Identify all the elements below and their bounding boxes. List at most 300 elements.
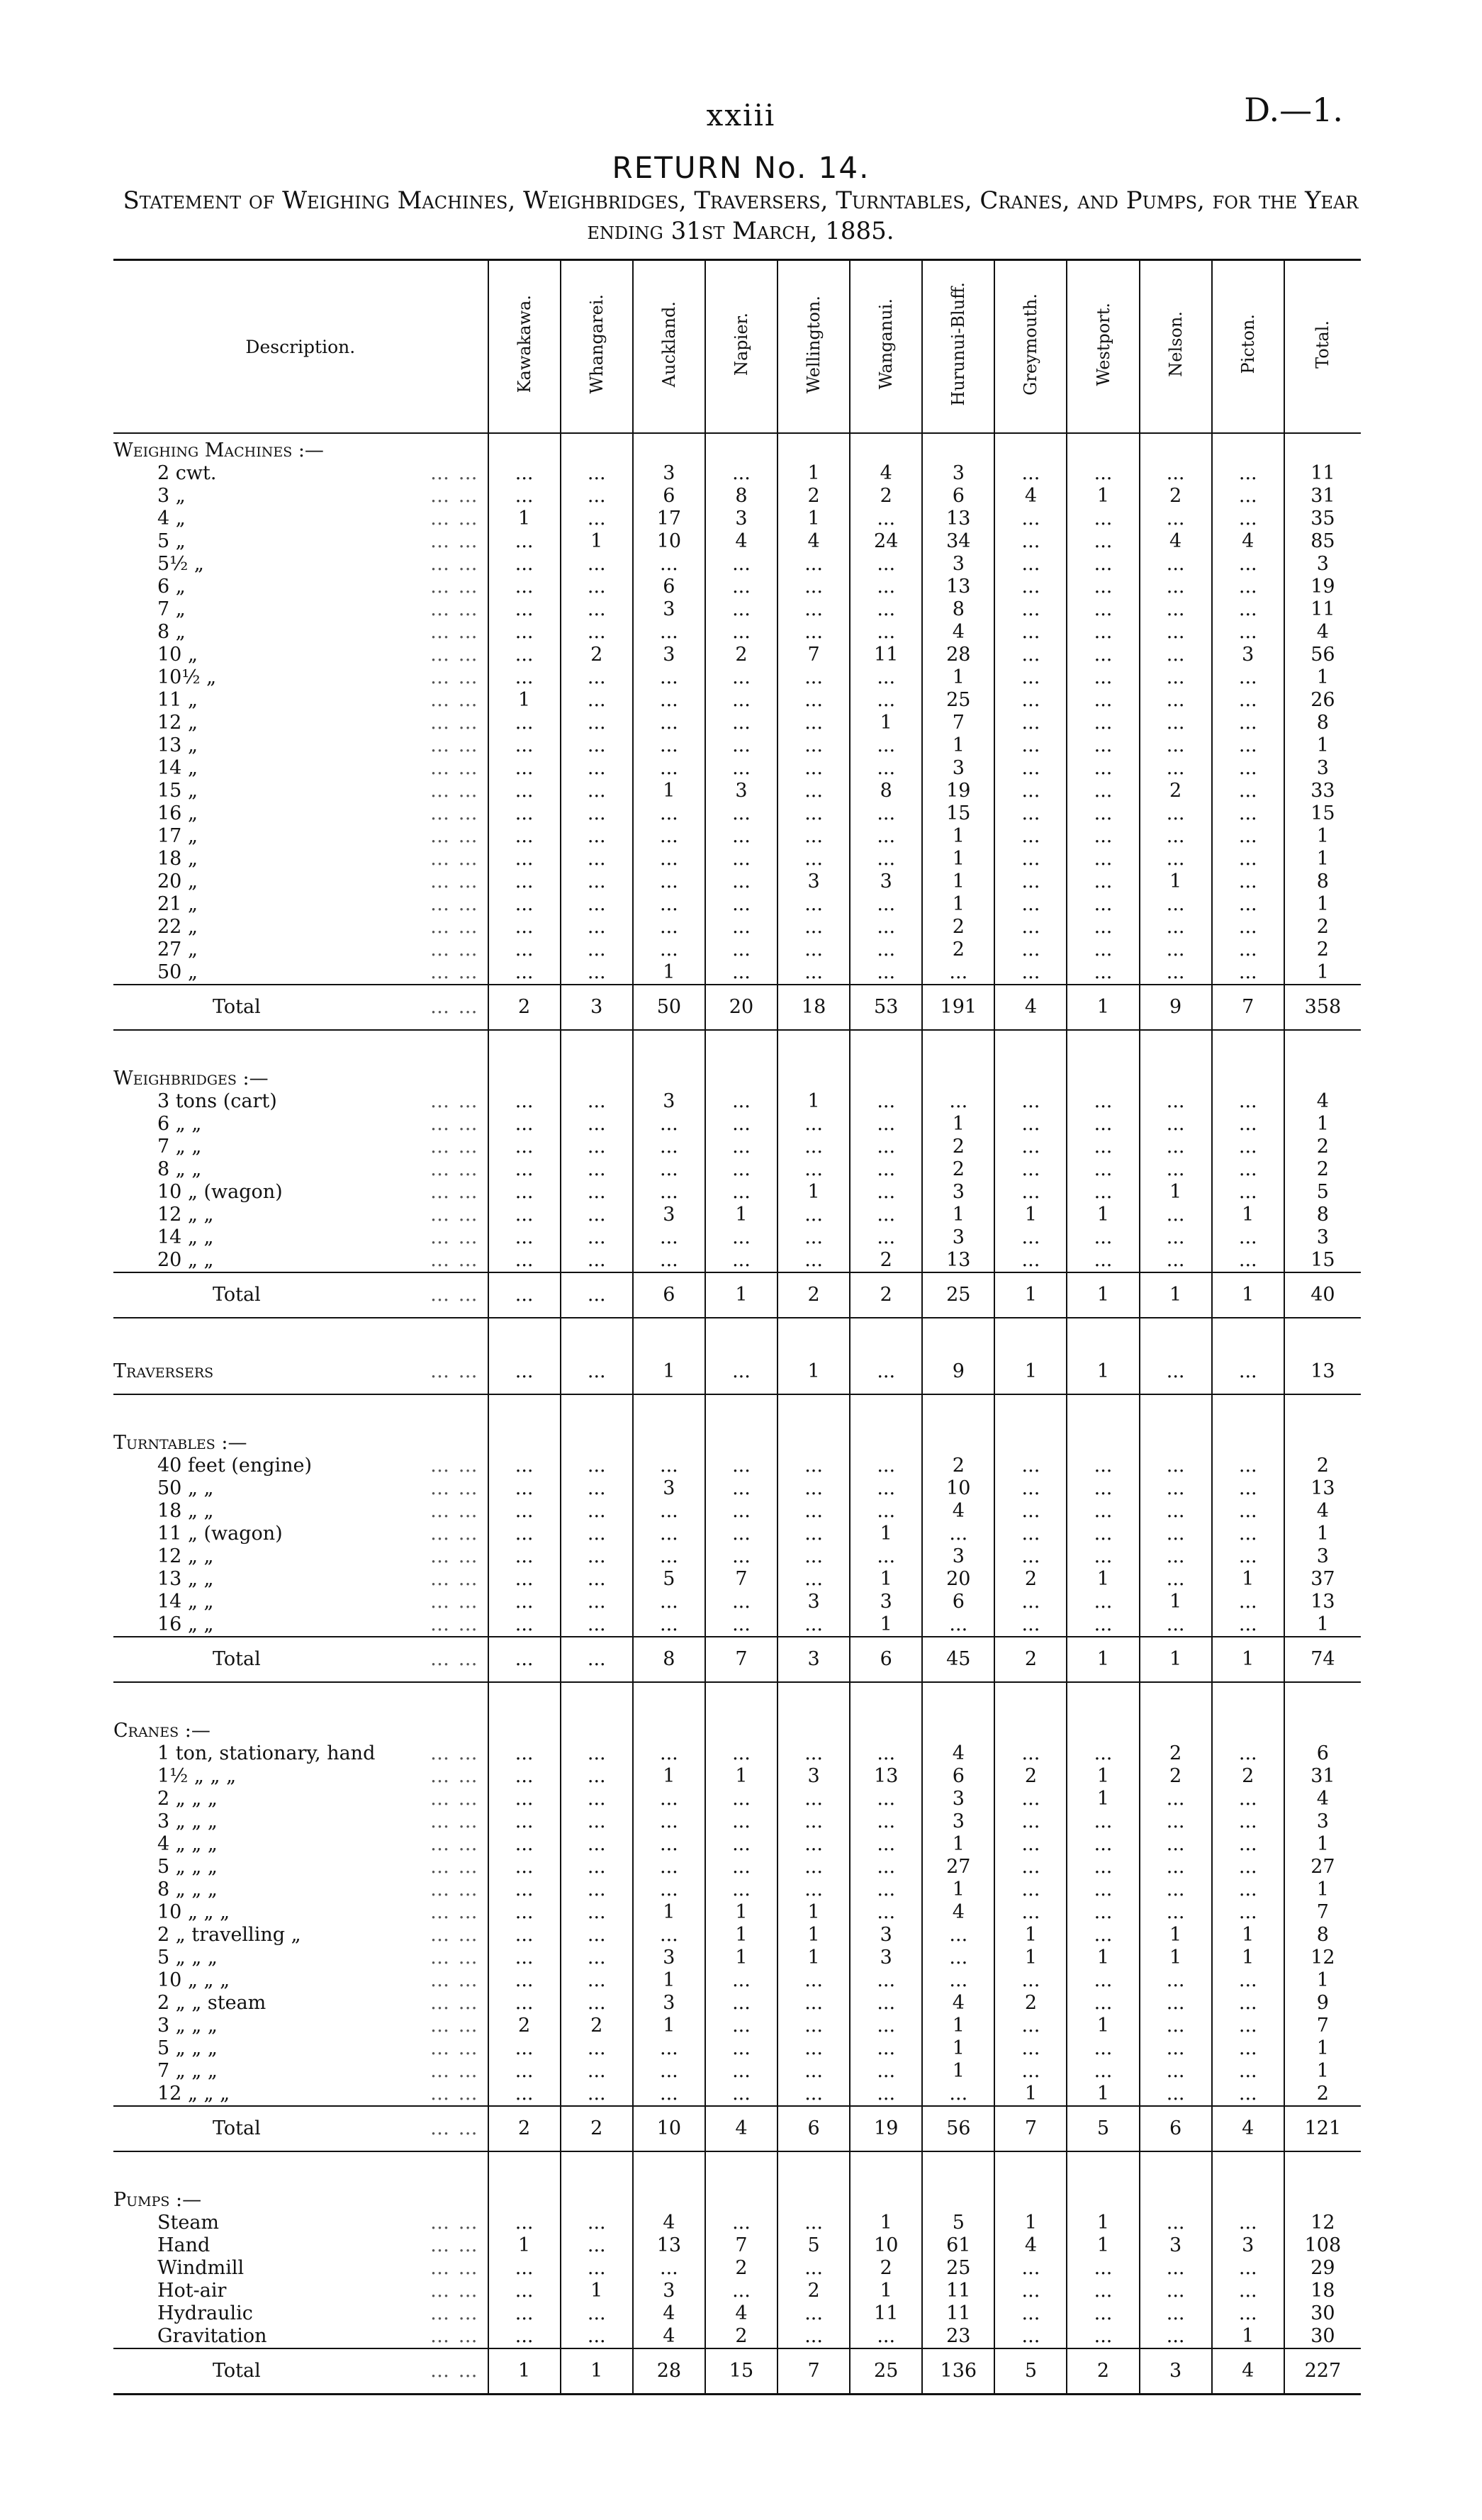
row-description [113,757,488,780]
table-cell: ... [1140,712,1212,734]
table-cell: 2 [1212,1765,1284,1788]
statement-table [113,259,1361,2395]
spacer-cell [113,1394,488,1426]
table-cell: ... [994,1181,1067,1204]
table-cell: ... [1067,780,1139,802]
table-cell: ... [488,1204,561,1226]
table-cell: ... [561,1500,633,1523]
table-cell: ... [705,1810,778,1833]
row-total-value: 227 [1284,2348,1361,2395]
spacer-cell [994,2151,1067,2183]
table-row [113,1113,1361,1136]
table-cell: ... [1067,961,1139,985]
table-cell [705,1714,778,1742]
table-cell: 20 [922,1568,994,1591]
table-cell: 4 [922,1992,994,2015]
row-label: Hand [157,2234,210,2256]
dot-leader: … … [430,530,479,552]
table-cell: ... [488,1113,561,1136]
table-cell: ... [1140,2325,1212,2348]
table-cell: ... [994,1523,1067,1545]
table-cell: ... [994,870,1067,893]
table-cell: ... [1212,1591,1284,1613]
table-row [113,1613,1361,1637]
table-cell: 5 [922,2212,994,2234]
table-cell: ... [1212,780,1284,802]
table-cell: 6 [633,485,705,508]
total-description [113,1272,488,1318]
table-cell: ... [850,802,922,825]
row-description [113,1901,488,1924]
table-cell: 4 [705,2106,778,2151]
table-cell: ... [1140,1523,1212,1545]
spacer-cell [633,1682,705,1714]
table-cell: ... [633,870,705,893]
table-cell [1284,1062,1361,1090]
row-label: 7 „ [157,598,186,620]
table-cell: 4 [850,462,922,485]
table-cell: ... [561,734,633,757]
table-cell: ... [850,666,922,689]
row-label: 17 „ [157,825,198,847]
table-cell [778,1714,850,1742]
table-cell: ... [778,2037,850,2060]
table-cell: 2 [488,2015,561,2037]
dot-leader: … … [430,1226,479,1248]
table-cell: ... [1067,2060,1139,2083]
dot-leader: … … [430,508,479,530]
table-cell: ... [1067,1181,1139,1204]
dot-leader: … … [430,689,479,711]
row-label: 50 „ [157,961,198,983]
table-cell: 11 [850,644,922,666]
table-cell: ... [1212,734,1284,757]
row-total-value: 1 [1284,1969,1361,1992]
table-cell: ... [488,598,561,621]
table-cell: 2 [922,916,994,939]
table-cell: ... [633,1878,705,1901]
table-cell: ... [1212,2302,1284,2325]
table-cell: ... [561,1272,633,1318]
spacer-cell [1284,2151,1361,2183]
table-cell: ... [705,2083,778,2106]
table-cell: 7 [705,2234,778,2257]
table-cell: ... [1067,1113,1139,1136]
table-cell [850,1426,922,1455]
table-cell: ... [1140,734,1212,757]
table-cell [705,1426,778,1455]
spacer-cell [705,2151,778,2183]
spacer-cell [1284,1318,1361,1350]
dot-leader: … … [430,2117,479,2139]
table-cell: 1 [922,2060,994,2083]
table-cell: ... [488,1947,561,1969]
row-description [113,1158,488,1181]
table-row [113,1591,1361,1613]
table-cell: ... [633,1810,705,1833]
table-cell: ... [994,780,1067,802]
spacer-cell [850,1318,922,1350]
table-cell: ... [1212,825,1284,848]
table-cell: ... [1212,2015,1284,2037]
table-cell [1212,1426,1284,1455]
table-cell: 13 [922,1249,994,1272]
table-cell: ... [705,1833,778,1856]
table-cell [1140,1062,1212,1090]
row-total-value: 29 [1284,2257,1361,2280]
spacer-cell [1067,2151,1139,2183]
table-cell: ... [1067,916,1139,939]
table-cell: 23 [922,2325,994,2348]
table-cell: ... [488,1788,561,1810]
table-cell: ... [488,530,561,553]
table-cell: 1 [778,508,850,530]
table-cell: ... [1212,1992,1284,2015]
table-cell: 1 [922,825,994,848]
table-cell: ... [778,1158,850,1181]
table-cell: 4 [994,985,1067,1030]
row-total-value: 2 [1284,939,1361,961]
spacer-cell [561,1682,633,1714]
table-cell: ... [1212,1249,1284,1272]
table-cell: ... [488,2280,561,2302]
table-cell: ... [1140,1545,1212,1568]
spacer-cell [1140,1394,1212,1426]
table-cell: ... [561,1788,633,1810]
table-cell: ... [705,1477,778,1500]
table-cell: ... [561,893,633,916]
row-label: 3 „ [157,485,186,507]
row-total-value: 121 [1284,2106,1361,2151]
row-total-value: 2 [1284,916,1361,939]
row-description [113,1568,488,1591]
row-label: 7 „ „ [157,1136,202,1158]
dot-leader: … … [430,1833,479,1855]
table-cell: 1 [994,2212,1067,2234]
table-row [113,2234,1361,2257]
table-cell: ... [561,1350,633,1394]
table-cell: ... [633,802,705,825]
column-header-total: Total. [1284,260,1361,434]
row-label: 20 „ „ [157,1249,214,1271]
table-cell: ... [1140,1969,1212,1992]
table-cell: 61 [922,2234,994,2257]
table-cell: 1 [561,2348,633,2395]
table-cell: ... [1212,576,1284,598]
table-cell: 3 [633,462,705,485]
table-cell: ... [561,553,633,576]
table-cell [1212,1714,1284,1742]
row-label: 8 „ „ „ [157,1878,218,1900]
total-label: Total [213,2117,261,2139]
table-cell: ... [778,1136,850,1158]
column-header-whangarei: Whangarei. [561,260,633,434]
table-cell: ... [1140,2302,1212,2325]
table-cell: ... [488,553,561,576]
table-cell: 4 [1212,2348,1284,2395]
table-cell: 3 [1212,644,1284,666]
table-cell: ... [922,1523,994,1545]
table-cell: ... [922,1613,994,1637]
table-cell: ... [1140,848,1212,870]
table-cell: ... [1212,2060,1284,2083]
table-cell: ... [561,1249,633,1272]
row-total-value: 1 [1284,893,1361,916]
row-total-value: 7 [1284,2015,1361,2037]
table-cell: ... [1067,1226,1139,1249]
table-cell: ... [994,1833,1067,1856]
dot-leader: … … [430,712,479,734]
dot-leader: … … [430,2060,479,2082]
column-header-picton: Picton. [1212,260,1284,434]
table-cell: ... [1212,2037,1284,2060]
dot-leader: … … [430,1878,479,1900]
table-cell: ... [488,870,561,893]
table-cell: ... [488,1992,561,2015]
table-cell: ... [705,1742,778,1765]
row-total-value: 40 [1284,1272,1361,1318]
table-cell: ... [561,1158,633,1181]
table-cell: 5 [1067,2106,1139,2151]
table-cell: ... [1067,2257,1139,2280]
table-cell: ... [1212,1613,1284,1637]
table-cell: 3 [778,1765,850,1788]
table-cell: ... [705,598,778,621]
table-cell: ... [1067,939,1139,961]
table-cell: ... [778,1878,850,1901]
dot-leader: … … [430,1969,479,1991]
section-total-row [113,1272,1361,1318]
table-cell: ... [778,598,850,621]
row-label: 3 „ „ „ [157,2015,218,2037]
row-total-value: 108 [1284,2234,1361,2257]
table-cell: 2 [705,644,778,666]
table-cell: ... [705,1249,778,1272]
table-cell: ... [705,1350,778,1394]
table-row [113,1249,1361,1272]
table-cell: 2 [994,1992,1067,2015]
table-cell: ... [850,1878,922,1901]
row-total-value: 15 [1284,802,1361,825]
row-description [113,1878,488,1901]
spacer-cell [705,1682,778,1714]
table-cell: ... [778,2212,850,2234]
table-cell: ... [488,1545,561,1568]
table-cell: 1 [633,961,705,985]
row-total-value: 3 [1284,553,1361,576]
spacer-cell [1067,1318,1139,1350]
table-cell: ... [488,1969,561,1992]
table-cell [633,1062,705,1090]
row-label: 27 „ [157,939,198,961]
table-cell [705,433,778,462]
table-cell: ... [488,485,561,508]
table-cell: ... [1212,1226,1284,1249]
traversers-row [113,1350,1361,1394]
row-description [113,2212,488,2234]
spacer-cell [1067,1030,1139,1062]
table-cell: ... [994,462,1067,485]
table-cell: 4 [633,2325,705,2348]
table-cell: ... [561,916,633,939]
table-cell: ... [705,961,778,985]
table-cell: 27 [922,1856,994,1878]
table-cell: ... [778,2257,850,2280]
spacer-cell [922,2151,994,2183]
table-cell [1284,1714,1361,1742]
spacer-cell [633,1318,705,1350]
table-cell: 7 [1212,985,1284,1030]
table-row [113,1181,1361,1204]
table-cell: ... [1067,1500,1139,1523]
table-cell: ... [488,462,561,485]
row-total-value: 13 [1284,1591,1361,1613]
table-cell: ... [633,825,705,848]
row-label: 8 „ [157,621,186,643]
row-description [113,1090,488,1113]
table-cell: 13 [922,508,994,530]
table-cell: ... [488,1477,561,1500]
table-cell [633,433,705,462]
row-description [113,848,488,870]
table-cell: ... [1212,689,1284,712]
table-cell: 3 [633,2280,705,2302]
row-label: 4 „ [157,508,186,530]
table-cell: ... [1212,2280,1284,2302]
spacer-cell [778,1030,850,1062]
table-cell: 1 [922,2015,994,2037]
table-cell: ... [994,1591,1067,1613]
row-total-value: 18 [1284,2280,1361,2302]
row-description [113,1947,488,1969]
table-cell: ... [1140,621,1212,644]
row-label: Windmill [157,2257,245,2279]
table-cell [994,1714,1067,1742]
row-description [113,893,488,916]
table-cell: ... [561,1742,633,1765]
table-cell: ... [778,1613,850,1637]
dot-leader: … … [430,2257,479,2279]
table-cell: 1 [705,1901,778,1924]
table-cell: ... [994,1113,1067,1136]
table-cell: ... [488,916,561,939]
table-cell: ... [778,1568,850,1591]
table-cell: ... [1212,462,1284,485]
row-label: 3 „ „ „ [157,1810,218,1832]
table-cell: 3 [1140,2348,1212,2395]
table-cell: ... [994,598,1067,621]
table-cell: 34 [922,530,994,553]
table-cell: ... [1067,2302,1139,2325]
table-cell: 3 [850,1924,922,1947]
table-cell: ... [1140,644,1212,666]
column-header-wellington: Wellington. [778,260,850,434]
table-cell: ... [488,644,561,666]
row-label: 22 „ [157,916,198,938]
table-cell [1212,2183,1284,2212]
document-reference: D.—1. [1244,91,1343,129]
table-cell: ... [488,1500,561,1523]
row-description [113,576,488,598]
table-cell: ... [561,1924,633,1947]
table-cell: ... [561,689,633,712]
row-total-value: 1 [1284,1878,1361,1901]
table-cell: ... [561,1947,633,1969]
table-cell: 1 [994,1272,1067,1318]
spacer-cell [994,1318,1067,1350]
table-cell: ... [705,1158,778,1181]
row-description [113,2060,488,2083]
table-cell: ... [994,1226,1067,1249]
table-cell: ... [1067,848,1139,870]
table-row [113,1204,1361,1226]
row-total-value: 31 [1284,1765,1361,1788]
table-cell: ... [488,1249,561,1272]
table-cell: ... [633,1591,705,1613]
dot-leader: … … [430,2280,479,2302]
column-header-greymouth: Greymouth. [994,260,1067,434]
table-cell: 1 [1212,1637,1284,1682]
table-cell: 9 [1140,985,1212,1030]
table-cell: ... [850,939,922,961]
table-cell: ... [994,893,1067,916]
table-cell: ... [1212,621,1284,644]
table-row [113,893,1361,916]
table-cell: ... [633,712,705,734]
row-description [113,621,488,644]
table-cell [1067,433,1139,462]
table-cell: ... [994,2302,1067,2325]
table-row [113,939,1361,961]
table-cell: ... [561,802,633,825]
table-cell: ... [705,1136,778,1158]
table-cell: 1 [1067,1765,1139,1788]
table-cell: ... [850,1788,922,1810]
row-total-value: 2 [1284,1136,1361,1158]
table-cell: ... [1140,1249,1212,1272]
table-cell: ... [561,1545,633,1568]
table-cell: ... [850,621,922,644]
table-cell: ... [994,1455,1067,1477]
spacer-cell [488,2151,561,2183]
table-cell: ... [561,1136,633,1158]
table-cell: ... [994,757,1067,780]
table-cell: 17 [633,508,705,530]
table-cell: 24 [850,530,922,553]
table-cell: ... [561,1856,633,1878]
table-cell: ... [705,1992,778,2015]
row-label: 2 „ „ „ [157,1788,218,1810]
table-cell: ... [778,734,850,757]
row-label: 11 „ [157,689,198,711]
row-description [113,1591,488,1613]
table-cell [922,433,994,462]
table-row [113,1788,1361,1810]
row-label: 16 „ [157,802,198,824]
table-cell: ... [1067,1901,1139,1924]
table-cell: ... [778,848,850,870]
table-cell: ... [994,1136,1067,1158]
table-cell: ... [633,1833,705,1856]
table-cell: ... [994,848,1067,870]
table-cell: ... [1140,1204,1212,1226]
table-cell: ... [922,1969,994,1992]
table-cell: ... [994,1878,1067,1901]
table-cell: ... [1067,893,1139,916]
table-cell: ... [1140,939,1212,961]
table-cell [561,433,633,462]
table-cell: 2 [1140,1742,1212,1765]
